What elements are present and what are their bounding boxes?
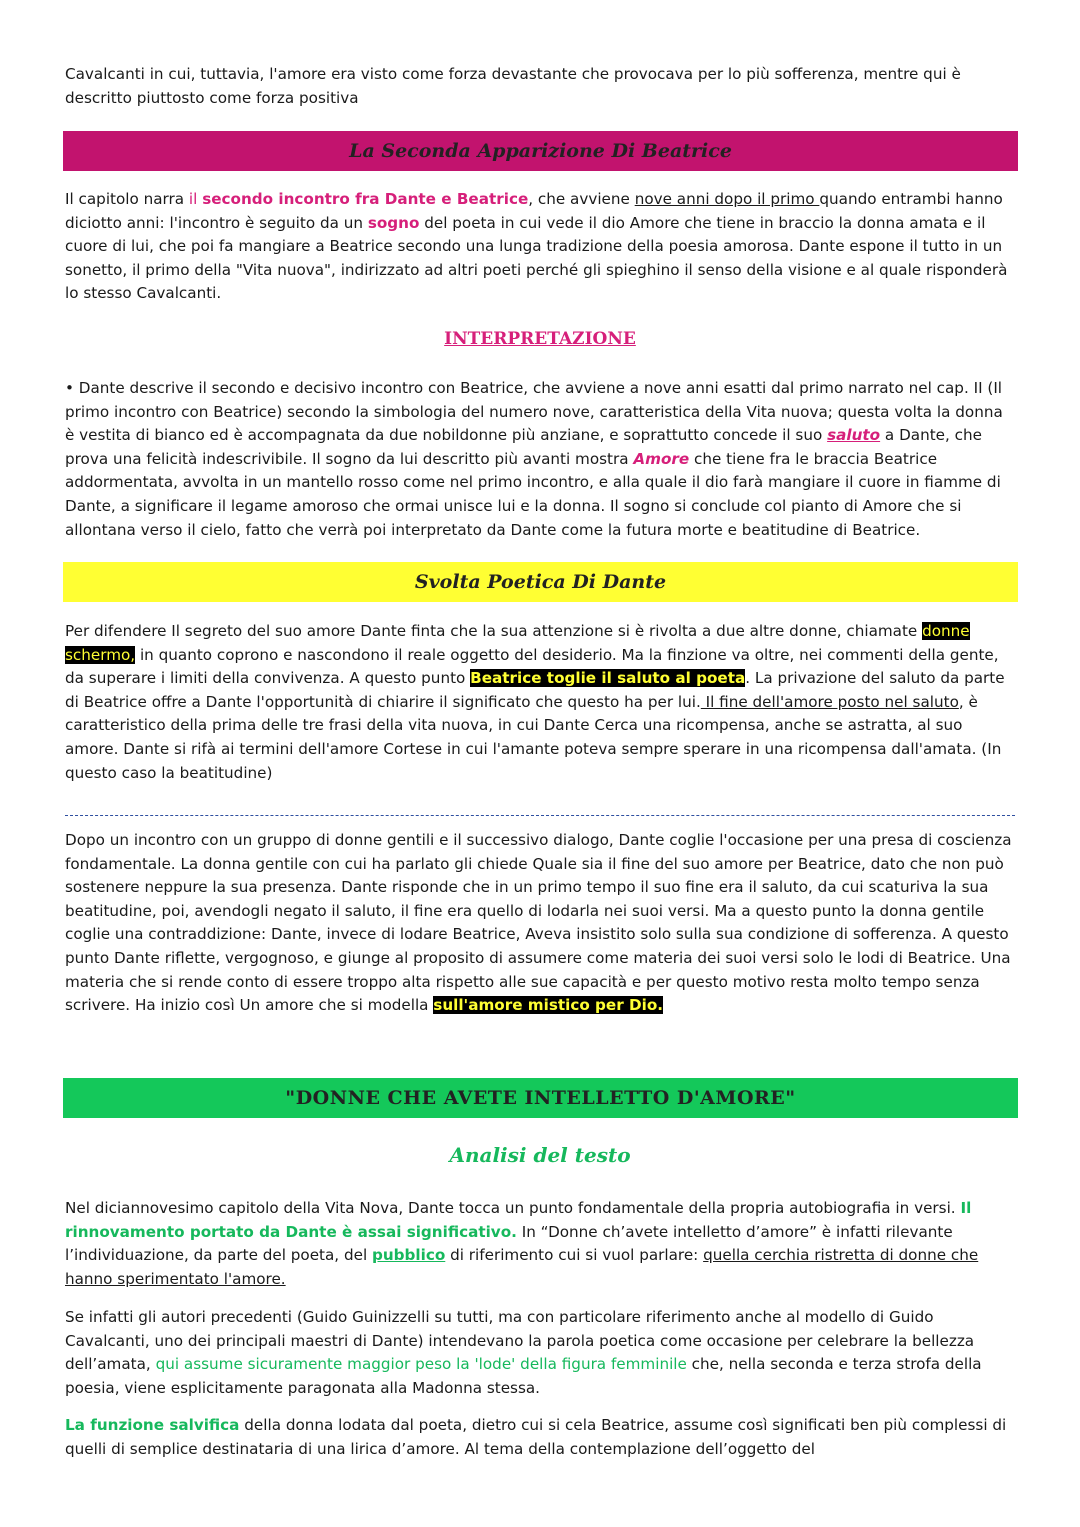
- seconda-apparizione-paragraph: Il capitolo narra il secondo incontro fra Dante e Beatrice, che avviene nove anni dopo il primo quando entrambi hanno diciotto anni: l'incontro è seguito da un sogno del poeta in cui vede il dio Amore che tiene in braccio la donna amata e il cuore di lui, che poi fa mangiare a Beatrice secondo una lunga tradizione della poesia amorosa. Dante espone il tutto in un sonetto, il primo della "Vita nuova", indirizzato ad altri poeti perché gli spieghino il senso della visione e al quale risponderà lo stesso Cavalcanti.: [65, 190, 1008, 303]
- section-banner-svolta-poetica: [63, 562, 1018, 602]
- section-title: "DONNE CHE AVETE INTELLETTO D'AMORE": [285, 1087, 796, 1109]
- interpretazione-heading: INTERPRETAZIONE: [444, 329, 636, 349]
- section-title: La Seconda Apparizione Di Beatrice: [349, 140, 732, 162]
- svolta-poetica-paragraph: Per difendere Il segreto del suo amore Dante finta che la sua attenzione si è rivolta a due altre donne, chiamate donne schermo, in quanto coprono e nascondono il reale oggetto del desiderio. Ma la finzione va oltre, nei commenti della gente, da superare i limiti della convivenza. A questo punto Beatrice toglie il saluto al poeta. La privazione del saluto da parte di Beatrice offre a Dante l'opportunità di chiarire il significato che questo ha per lui. Il fine dell'amore posto nel saluto, è caratteristico della prima delle tre frasi della vita nuova, in cui Dante Cerca una ricompensa, anche se astratta, al suo amore. Dante si rifà ai termini dell'amore Cortese in cui l'amante poteva sempre sperare in una ricompensa dall'amata. (In questo caso la beatitudine): [65, 622, 1005, 782]
- analisi-paragraph-1: Nel diciannovesimo capitolo della Vita Nova, Dante tocca un punto fondamentale della propria autobiografia in versi. Il rinnovamento portato da Dante è assai significativo. In “Donne ch’avete intelletto d’amore” è infatti rilevante l’individuazione, da parte del poeta, del pubblico di riferimento cui si vuol parlare: quella cerchia ristretta di donne che hanno sperimentato l'amore.: [65, 1199, 979, 1288]
- analisi-heading: Analisi del testo: [449, 1143, 631, 1167]
- section-banner-donne-intelletto: [63, 1078, 1018, 1118]
- analisi-paragraph-3: La funzione salvifica della donna lodata dal poeta, dietro cui si cela Beatrice, assume così significati ben più complessi di quelli di semplice destinataria di una lirica d’amore. Al tema della contemplazione dell’oggetto del: [65, 1416, 1007, 1458]
- section-title: Svolta Poetica Di Dante: [414, 571, 667, 593]
- analisi-paragraph-2: Se infatti gli autori precedenti (Guido Guinizzelli su tutti, ma con particolare riferimento anche al modello di Guido Cavalcanti, uno dei principali maestri di Dante) intendevano la parola poetica come occasione per celebrare la bellezza dell’amata, qui assume sicuramente maggior peso la 'lode' della figura femminile che, nella seconda e terza strofa della poesia, viene esplicitamente paragonata alla Madonna stessa.: [65, 1308, 982, 1397]
- intro-paragraph: Cavalcanti in cui, tuttavia, l'amore era visto come forza devastante che provocava per lo più sofferenza, mentre qui è descritto piuttosto come forza positiva: [65, 65, 961, 107]
- donne-gentili-paragraph: Dopo un incontro con un gruppo di donne gentili e il successivo dialogo, Dante coglie l'occasione per una presa di coscienza fondamentale. La donna gentile con cui ha parlato gli chiede Quale sia il fine del suo amore per Beatrice, dato che non può sostenere neppure la sua presenza. Dante risponde che in un primo tempo il suo fine era il saluto, da cui scaturiva la sua beatitudine, poi, avendogli negato il saluto, il fine era quello di lodarla nei suoi versi. Ma a questo punto la donna gentile coglie una contraddizione: Dante, invece di lodare Beatrice, Aveva insistito solo sulla sua condizione di sofferenza. A questo punto Dante riflette, vergognoso, e giunge al proposito di assumere come materia dei suoi versi solo le lodi di Beatrice. Una materia che si rende conto di essere troppo alta rispetto alle sue capacità e per questo motivo resta molto tempo senza scrivere. Ha inizio così Un amore che si modella sull'amore mistico per Dio.: [65, 831, 1012, 1015]
- dashed-divider: [65, 815, 1015, 816]
- interpretazione-paragraph: • Dante descrive il secondo e decisivo incontro con Beatrice, che avviene a nove anni esatti dal primo narrato nel cap. II (Il primo incontro con Beatrice) secondo la simbologia del numero nove, caratteristica della Vita nuova; questa volta la donna è vestita di bianco ed è accompagnata da due nobildonne più anziane, e soprattutto concede il suo saluto a Dante, che prova una felicità indescrivibile. Il sogno da lui descritto più avanti mostra Amore che tiene fra le braccia Beatrice addormentata, avvolta in un mantello rosso come nel primo incontro, e alla quale il dio farà mangiare il cuore in fiamme di Dante, a significare il legame amoroso che ormai unisce lui e la donna. Il sogno si conclude col pianto di Amore che si allontana verso il cielo, fatto che verrà poi interpretato da Dante come la futura morte e beatitudine di Beatrice.: [65, 379, 1003, 539]
- section-banner-seconda-apparizione: [63, 131, 1018, 171]
